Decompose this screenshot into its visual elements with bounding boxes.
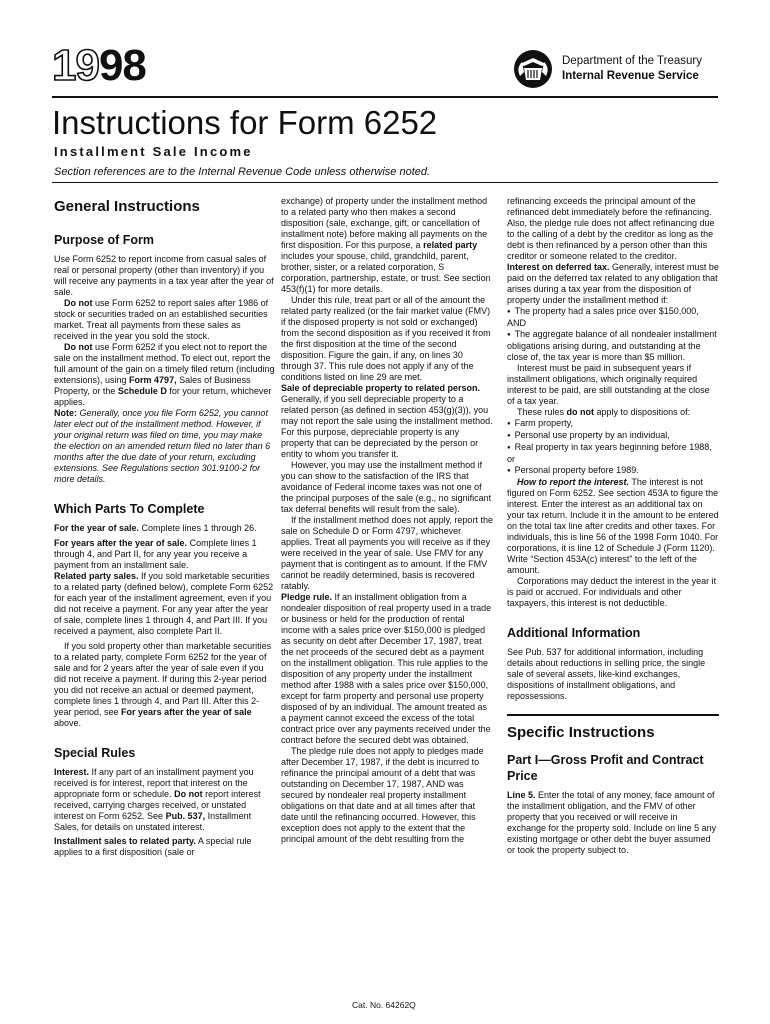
paragraph: The pledge rule does not apply to pledges made after December 17, 1987, if the debt is incurred to refinance the principal amount of a debt that was outstanding on December 17, 1987, AND was secured by nondealer real property installment obligations on that date and at all times after that date until the refinancing occurred. However, this exception does not apply to the extent that the principal amount of the debt resulting from the (281, 746, 484, 844)
bullet-item: ● The aggregate balance of all nondealer installment obligations arising during, and outstanding at the close of, the tax year is more than $5 million. (507, 329, 719, 363)
bullet-item: ● Personal property before 1989. (507, 465, 719, 477)
specific-instructions-heading: Specific Instructions (507, 724, 655, 741)
which-parts-heading: Which Parts To Complete (54, 502, 205, 516)
part-1-heading: Part I—Gross Profit and Contract Price (507, 753, 704, 783)
paragraph: Interest on deferred tax. Generally, interest must be paid on the deferred tax related to any obligation that arises during a tax year from the disposition of property under the installment method if: (507, 262, 719, 305)
paragraph: Interest must be paid in subsequent years if installment obligations, which originally required interest to be paid, are still outstanding at the close of a tax year. (507, 363, 710, 406)
section-reference-note: Section references are to the Internal Revenue Code unless otherwise noted. (54, 166, 431, 178)
agency-name (562, 54, 702, 84)
header-rule (52, 96, 718, 98)
bullet-item: ● Real property in tax years beginning before 1988, or (507, 442, 719, 465)
paragraph: Do not use Form 6252 if you elect not to report the sale on the installment method. To elect out, report the full amount of the gain on a timely filed return (including extensions), using Form 4797, Sales of Business Property, or the Schedule D for your return, whichever applies. (54, 342, 275, 407)
paragraph: For years after the year of sale. Complete lines 1 through 4, and Part II, for any year you receive a payment from an installment sale. (54, 538, 257, 570)
paragraph: Pledge rule. If an installment obligation from a nondealer disposition of real property used in a trade or business or held for the production of rental income with a sales price over $150,000 is pledged as security on debt after December 17, 1987, treat the net proceeds of the secured debt as a payment on the installment obligation. This rule applies to the disposition of any property under the installment method after 1988 with a sales price over $150,000, except for farm property and personal use property disposed of by an individual. The amount treated as a payment cannot exceed the excess of the total contract price over any payments received under the contract before the secured debt was obtained. (281, 592, 492, 745)
general-instructions-heading: General Instructions (54, 198, 200, 215)
page-subtitle: Installment Sale Income (54, 144, 253, 159)
paragraph: These rules do not apply to dispositions of: (517, 407, 691, 417)
paragraph: Under this rule, treat part or all of the amount the related party realized (or the fair market value (FMV) if the disposed property is not sold or exchanged) from the second disposition as if you received it from the first disposition at the time of the second disposition. Figure the gain, if any, on lines 30 through 37. This rule does not apply if any of the conditions listed on line 29 are met. (281, 295, 491, 382)
paragraph: However, you may use the installment method if you can show to the satisfaction of the IRS that avoidance of Federal income taxes was not one of the principal purposes of the sale (e.g., no significant tax deferral benefits will result from the sale). (281, 460, 492, 514)
column-2 (281, 196, 493, 845)
paragraph: Installment sales to related party. A special rule applies to a first disposition (sale or (54, 836, 252, 857)
purpose-heading: Purpose of Form (54, 233, 155, 247)
irs-line: Internal Revenue Service (562, 70, 699, 82)
irs-eagle-logo-icon (512, 48, 554, 90)
paragraph: For the year of sale. Complete lines 1 through 26. (54, 523, 257, 533)
paragraph: If you sold property other than marketable securities to a related party, complete Form 6252 for the year of sale and for 2 years after the year of sale even if you did not receive a payment. If during this 2-year period you did not receive an actual or deemed payment, complete lines 1 through 4, and Part III. After this 2-year period, see For years after the year of sale above. (54, 641, 272, 728)
note-paragraph: Note: Generally, once you file Form 6252, you cannot later elect out of the installment method. However, if your original return was filed on time, you may make the election on an amended return filed no later than 6 months after the due date of your return, excluding extensions. See Regulations section 301.9100-2 for more details. (54, 408, 271, 484)
section-divider (507, 714, 719, 716)
paragraph: Interest. If any part of an installment payment you received is for interest, report that interest on the appropriate form or schedule. Do not report interest received, carrying charges received, or unstated interest on Form 6252. See Pub. 537, Installment Sales, for details on unstated interest. (54, 767, 261, 832)
paragraph: Do not use Form 6252 to report sales after 1986 of stock or securities traded on an established securities market. Treat all payments from these sales as received in the year you sold the stock. (54, 298, 269, 341)
bullet-item: ● The property had a sales price over $150,000, AND (507, 306, 719, 329)
paragraph: Related party sales. If you sold marketable securities to a related party (defined below), complete Form 6252 for each year of the installment agreement, even if you did not receive a payment. For any year after the year of sale, complete lines 1 through 4, and Part III. If you received a payment, also complete Part II. (54, 571, 274, 636)
paragraph: exchange) of property under the installment method to a related party who then makes a second disposition (sale, exchange, gift, or cancellation of installment note) before making all payments on the first disposition. For this purpose, a related party includes your spouse, child, grandchild, parent, brother, sister, or a related corporation, S corporation, partnership, estate, or trust. See section 453(f)(1) for more details. (281, 196, 491, 294)
page-title: Instructions for Form 6252 (52, 104, 438, 141)
column-3 (507, 196, 719, 856)
paragraph: refinancing exceeds the principal amount of the refinanced debt immediately before the refinancing. Also, the pledge rule does not affect refinancing due to the calling of a debt by the creditor as long as the debt is then refinanced by a person other than this creditor or someone related to the creditor. (507, 196, 715, 261)
paragraph: How to report the interest. The interest is not figured on Form 6252. See section 453A to figure the interest. Enter the interest as an additional tax on your tax return. Include it in the amount to be entered on the total tax line after credits and other taxes. For individuals, this is line 56 of the 1998 Form 1040. For corporations, it is line 12 of Schedule J (Form 1120). Write “Section 453A(c) interest” to the left of the amount. (507, 477, 719, 575)
catalog-number: Cat. No. 64262Q (352, 1000, 416, 1010)
column-1 (54, 196, 276, 858)
paragraph: Use Form 6252 to report income from casual sales of real or personal property (other than inventory) if you will receive any payments in a tax year after the year of sale. (54, 254, 274, 297)
header-bottom-rule (52, 182, 718, 183)
special-rules-heading: Special Rules (54, 746, 136, 760)
paragraph: If the installment method does not apply, report the sale on Schedule D or Form 4797, whichever applies. Treat all payments you will receive as if they were received in the year of sale. Use FMV for any payment that is contingent as to amount. If the FMV cannot be readily determined, basis is recovered ratably. (281, 515, 493, 591)
paragraph: See Pub. 537 for additional information, including details about reductions in selling price, the single sale of several assets, like-kind exchanges, dispositions of installment obligations, and repossessions. (507, 647, 706, 701)
additional-information-heading: Additional Information (507, 626, 641, 640)
paragraph: Sale of depreciable property to related person. Generally, if you sell depreciable property to a related person (as defined in section 453(g)(3)), you may not report the sale using the installment method. For this purpose, depreciable property is any property that can be depreciated by the person or entity to whom you transfer it. (281, 383, 493, 459)
bullet-item: ● Farm property, (507, 418, 719, 430)
paragraph: Line 5. Enter the total of any money, face amount of the installment obligation, and the FMV of other property that you received or will receive in exchange for the property sold. Include on line 5 any existing mortgage or other debt the buyer assumed or took the property subject to. (507, 790, 717, 855)
bullet-item: ● Personal use property by an individual, (507, 430, 719, 442)
form-year: 1998 (52, 41, 146, 90)
department-line: Department of the Treasury (562, 55, 702, 67)
paragraph: Corporations may deduct the interest in the year it is paid or accrued. For individuals and other taxpayers, this interest is not deductible. (507, 576, 717, 608)
